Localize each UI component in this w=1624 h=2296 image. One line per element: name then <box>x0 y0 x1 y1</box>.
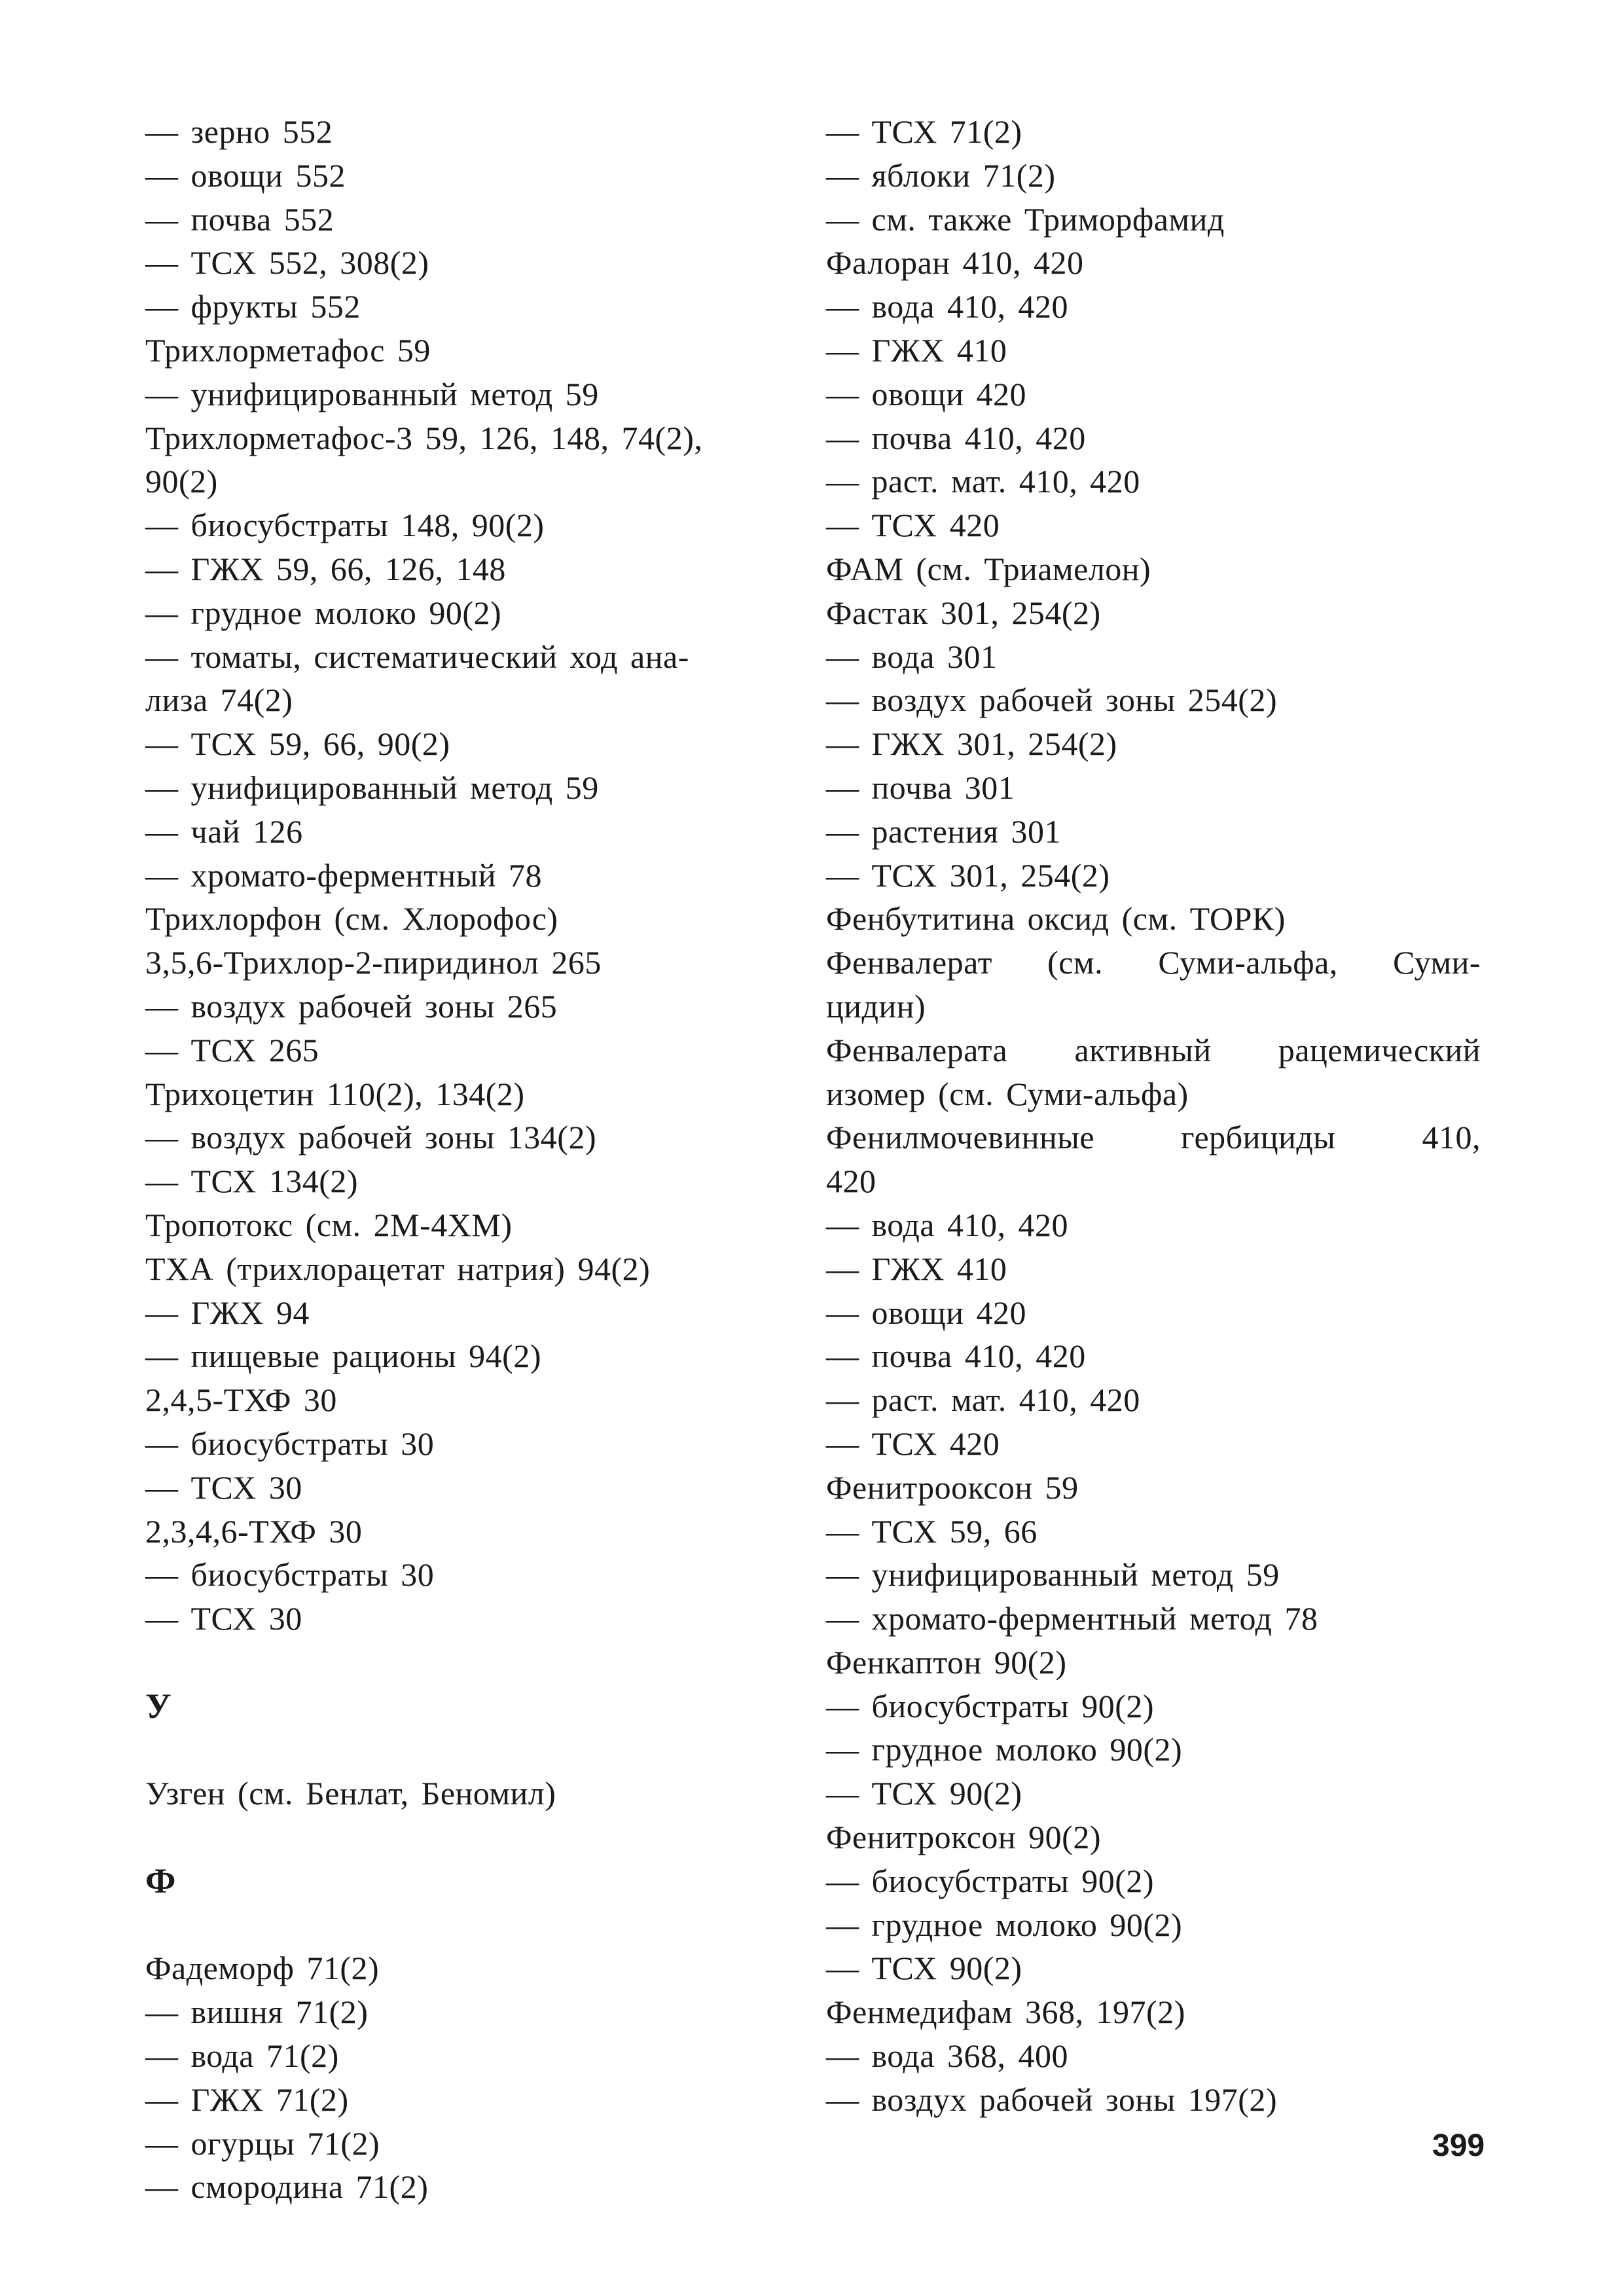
index-entry: — ТСХ 30 <box>145 1600 302 1637</box>
index-entry: — биосубстраты 30 <box>145 1425 435 1462</box>
index-entry: — хромато-ферментный метод 78 <box>826 1600 1318 1637</box>
index-entry: — вишня 71(2) <box>145 1994 369 2031</box>
index-entry: Фенбутитина оксид (см. ТОРК) <box>826 900 1286 938</box>
index-entry: Фастак 301, 254(2) <box>826 594 1101 631</box>
index-entry: — почва 552 <box>145 200 334 238</box>
index-entry: Фенилмочевинные гербициды 410, <box>826 1119 1481 1156</box>
index-entry: — овощи 420 <box>826 1294 1027 1331</box>
index-entry: — ТСХ 59, 66, 90(2) <box>145 725 450 763</box>
section-letter-f: Ф <box>145 1861 176 1901</box>
index-entry: — ГЖХ 59, 66, 126, 148 <box>145 550 506 587</box>
index-entry: — ТСХ 71(2) <box>826 113 1022 150</box>
index-entry: — унифицированный метод 59 <box>145 375 599 412</box>
index-entry: Тропотокс (см. 2М-4ХМ) <box>145 1206 513 1243</box>
index-entry: — ГЖХ 94 <box>145 1294 310 1331</box>
index-entry: — ГЖХ 410 <box>826 331 1007 369</box>
index-entry: — смородина 71(2) <box>145 2168 429 2206</box>
index-entry: — ТСХ 301, 254(2) <box>826 856 1110 894</box>
page-number: 399 <box>1432 2128 1485 2163</box>
index-entry: — ТСХ 552, 308(2) <box>145 244 429 282</box>
index-entry: — раст. мат. 410, 420 <box>826 463 1140 500</box>
index-entry: Трихлорметафос-3 59, 126, 148, 74(2), <box>145 419 703 456</box>
section-letter-u: У <box>145 1686 172 1726</box>
index-column-right <box>826 110 1481 2122</box>
index-entry: — воздух рабочей зоны 254(2) <box>826 682 1278 719</box>
index-entry: — биосубстраты 148, 90(2) <box>145 507 545 544</box>
index-entry: — вода 301 <box>826 638 998 675</box>
index-entry: — овощи 552 <box>145 156 346 194</box>
index-entry: — см. также Триморфамид <box>826 200 1225 238</box>
index-entry: — хромато-ферментный 78 <box>145 856 542 894</box>
index-column-left <box>145 110 813 2209</box>
index-entry: — вода 368, 400 <box>826 2037 1068 2075</box>
index-entry: 3,5,6-Трихлор-2-пиридинол 265 <box>145 944 602 981</box>
index-entry: — пищевые рационы 94(2) <box>145 1338 541 1375</box>
index-entry: Узген (см. Бенлат, Беномил) <box>145 1775 556 1812</box>
index-entry: — ТСХ 30 <box>145 1468 302 1506</box>
index-entry: — ТСХ 90(2) <box>826 1775 1022 1812</box>
index-entry: — ТСХ 420 <box>826 507 1000 544</box>
index-entry: Фенитрооксон 59 <box>826 1468 1079 1506</box>
index-entry: ФАМ (см. Триамелон) <box>826 550 1151 587</box>
index-entry: — ТСХ 265 <box>145 1031 319 1068</box>
index-entry: Фенитроксон 90(2) <box>826 1819 1101 1856</box>
index-entry: Трихоцетин 110(2), 134(2) <box>145 1075 525 1112</box>
index-entry: 2,3,4,6-ТХФ 30 <box>145 1512 363 1550</box>
index-entry: 420 <box>826 1163 876 1200</box>
index-entry: Трихлорфон (см. Хлорофос) <box>145 900 558 938</box>
index-entry: — фрукты 552 <box>145 288 361 325</box>
index-entry: — почва 301 <box>826 769 1015 806</box>
index-entry: 90(2) <box>145 463 218 500</box>
index-entry: ТХА (трихлорацетат натрия) 94(2) <box>145 1250 651 1287</box>
index-entry: Фадеморф 71(2) <box>145 1950 380 1987</box>
index-entry: — биосубстраты 90(2) <box>826 1862 1155 1899</box>
index-entry: — почва 410, 420 <box>826 419 1086 456</box>
index-entry: — вода 410, 420 <box>826 1206 1068 1243</box>
index-entry: — зерно 552 <box>145 113 333 150</box>
index-entry: — ТСХ 134(2) <box>145 1163 359 1200</box>
index-entry: — биосубстраты 90(2) <box>826 1687 1155 1724</box>
index-entry: — ТСХ 59, 66 <box>826 1512 1038 1550</box>
index-entry: Фенкаптон 90(2) <box>826 1643 1067 1681</box>
index-entry: 2,4,5-ТХФ 30 <box>145 1381 337 1419</box>
index-entry: — унифицированный метод 59 <box>145 769 599 806</box>
index-entry: цидин) <box>826 987 926 1025</box>
index-entry: — ГЖХ 301, 254(2) <box>826 725 1117 763</box>
index-entry: — унифицированный метод 59 <box>826 1556 1280 1594</box>
index-entry: Фенвалерата активный рацемический <box>826 1031 1481 1068</box>
index-entry: — воздух рабочей зоны 134(2) <box>145 1119 597 1156</box>
index-entry: — воздух рабочей зоны 197(2) <box>826 2081 1278 2118</box>
index-entry: — грудное молоко 90(2) <box>826 1731 1183 1768</box>
index-entry: Фенмедифам 368, 197(2) <box>826 1994 1185 2031</box>
index-entry: — растения 301 <box>826 812 1061 850</box>
index-entry: — раст. мат. 410, 420 <box>826 1381 1140 1419</box>
index-entry: — ТСХ 420 <box>826 1425 1000 1462</box>
index-entry: — овощи 420 <box>826 375 1027 412</box>
index-entry: Трихлорметафос 59 <box>145 331 431 369</box>
index-entry: — вода 71(2) <box>145 2037 339 2075</box>
index-entry: лиза 74(2) <box>145 682 293 719</box>
index-entry: — огурцы 71(2) <box>145 2124 380 2162</box>
index-entry: — чай 126 <box>145 812 303 850</box>
index-entry: — ГЖХ 71(2) <box>145 2081 349 2118</box>
index-entry: — яблоки 71(2) <box>826 156 1056 194</box>
index-entry: — вода 410, 420 <box>826 288 1068 325</box>
index-entry: изомер (см. Суми-альфа) <box>826 1075 1189 1112</box>
index-entry: — биосубстраты 30 <box>145 1556 435 1594</box>
index-entry: — ТСХ 90(2) <box>826 1950 1022 1987</box>
index-entry: — томаты, систематический ход ана- <box>145 638 689 675</box>
index-entry: — грудное молоко 90(2) <box>826 1906 1183 1943</box>
index-entry: — воздух рабочей зоны 265 <box>145 987 558 1025</box>
index-entry: — грудное молоко 90(2) <box>145 594 502 631</box>
index-entry: Фалоран 410, 420 <box>826 244 1084 282</box>
index-entry: — ГЖХ 410 <box>826 1250 1007 1287</box>
index-entry: Фенвалерат (см. Суми-альфа, Суми- <box>826 944 1481 981</box>
index-entry: — почва 410, 420 <box>826 1338 1086 1375</box>
